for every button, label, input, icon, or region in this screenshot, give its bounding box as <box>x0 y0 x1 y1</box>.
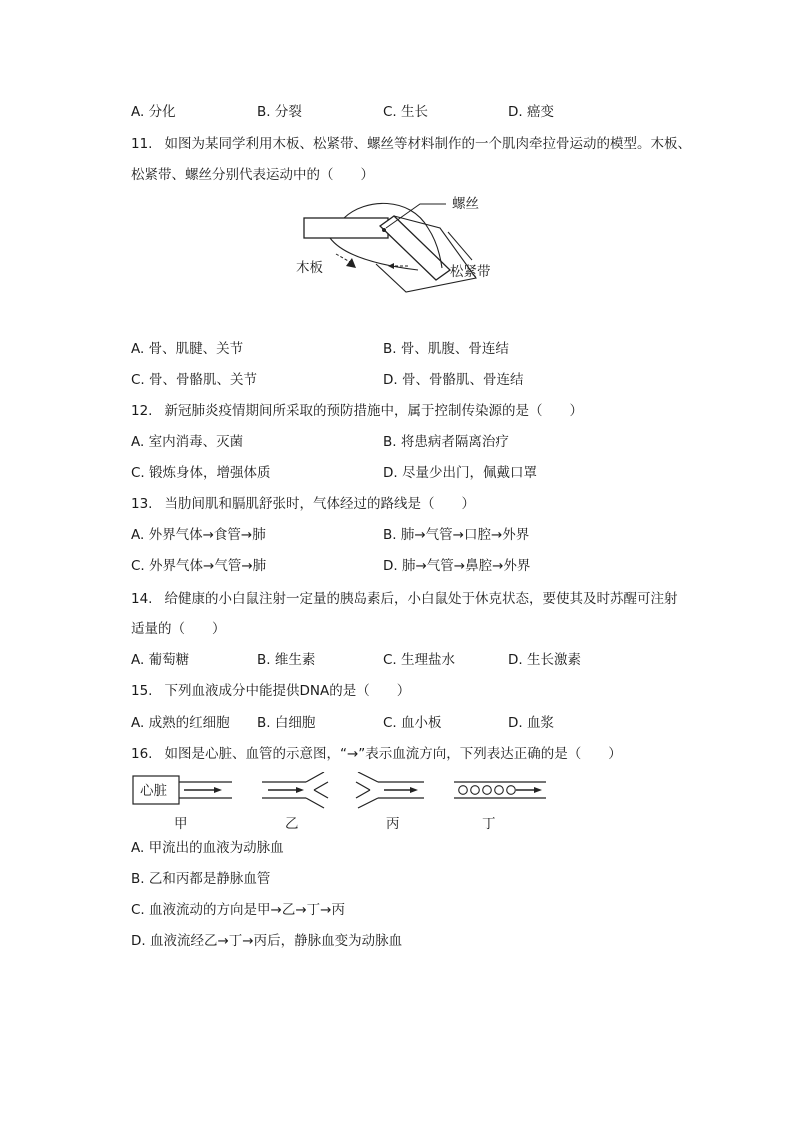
q14-stem-text1: 给健康的小白鼠注射一定量的胰岛素后，小白鼠处于休克状态，要使其及时苏醒可注射 <box>164 591 678 607</box>
heart-label: 心脏 <box>140 783 167 799</box>
q12-stem <box>131 401 583 421</box>
q16-number: 16. <box>131 746 153 762</box>
bing-in-down <box>358 798 378 808</box>
q15-option-d[interactable]: D. 血浆 <box>508 715 554 731</box>
ding-cell-2 <box>471 786 480 795</box>
q13-option-c[interactable]: C. 外界气体→气管→肺 <box>131 558 267 574</box>
q16-stem <box>131 744 622 764</box>
q15-option-c[interactable]: C. 血小板 <box>383 715 442 731</box>
q11-stem-line2: 松紧带、螺丝分别代表运动中的（ ） <box>131 167 374 183</box>
q14-option-b[interactable]: B. 维生素 <box>257 652 316 668</box>
label-elastic: 松紧带 <box>450 264 491 280</box>
q14-stem-line1 <box>131 589 677 609</box>
q15-number: 15. <box>131 683 153 699</box>
ding-cell-3 <box>483 786 492 795</box>
ding-cell-1 <box>459 786 468 795</box>
q11-stem-text1: 如图为某同学利用木板、松紧带、螺丝等材料制作的一个肌肉牵拉骨运动的模型。木板、 <box>164 136 691 152</box>
jia-arrowhead <box>214 787 222 793</box>
q12-option-d[interactable]: D. 尽量少出门，佩戴口罩 <box>383 465 537 481</box>
yi-inner-down <box>314 790 328 798</box>
screw-dot <box>382 228 386 232</box>
q10-option-a[interactable]: A. 分化 <box>131 104 176 120</box>
q15-option-b[interactable]: B. 白细胞 <box>257 715 316 731</box>
q14-option-d[interactable]: D. 生长激素 <box>508 652 581 668</box>
q10-option-b[interactable]: B. 分裂 <box>257 104 302 120</box>
arrowhead-2 <box>388 263 394 269</box>
q12-option-c[interactable]: C. 锻炼身体，增强体质 <box>131 465 271 481</box>
q11-muscle-model-figure <box>290 188 520 300</box>
q11-option-b[interactable]: B. 骨、肌腹、骨连结 <box>383 341 509 357</box>
tilted-board-shape <box>380 216 450 280</box>
q12-stem-text: 新冠肺炎疫情期间所采取的预防措施中，属于控制传染源的是（ ） <box>164 403 583 419</box>
q16-blood-vessel-figure <box>128 772 558 834</box>
q10-option-d[interactable]: D. 癌变 <box>508 104 554 120</box>
q13-option-b[interactable]: B. 肺→气管→口腔→外界 <box>383 527 530 543</box>
q16-option-b[interactable]: B. 乙和丙都是静脉血管 <box>131 871 271 887</box>
q15-stem <box>131 681 410 701</box>
yi-branch-up <box>306 772 324 782</box>
q12-number: 12. <box>131 403 153 419</box>
q11-stem-line1 <box>131 134 691 154</box>
label-yi: 乙 <box>285 816 299 832</box>
q16-option-d[interactable]: D. 血液流经乙→丁→丙后，静脉血变为动脉血 <box>131 933 403 949</box>
q14-stem-line2: 适量的（ ） <box>131 621 226 637</box>
board-shape <box>304 218 388 238</box>
label-bing: 丙 <box>386 816 400 832</box>
q12-option-a[interactable]: A. 室内消毒、灭菌 <box>131 434 244 450</box>
label-board: 木板 <box>296 260 323 276</box>
q14-option-a[interactable]: A. 葡萄糖 <box>131 652 190 668</box>
ding-cell-5 <box>507 786 516 795</box>
q13-option-d[interactable]: D. 肺→气管→鼻腔→外界 <box>383 558 531 574</box>
ding-arrowhead <box>534 787 542 793</box>
q14-option-c[interactable]: C. 生理盐水 <box>383 652 456 668</box>
dashed-arrow-1 <box>336 254 350 262</box>
bing-arrowhead <box>410 787 418 793</box>
q11-number: 11. <box>131 136 153 152</box>
q16-stem-text: 如图是心脏、血管的示意图，“→”表示血流方向，下列表达正确的是（ ） <box>164 746 622 762</box>
q12-option-b[interactable]: B. 将患病者隔离治疗 <box>383 434 509 450</box>
yi-inner-up <box>314 782 328 790</box>
q14-number: 14. <box>131 591 153 607</box>
q11-option-c[interactable]: C. 骨、骨骼肌、关节 <box>131 372 258 388</box>
bing-inner-down <box>356 790 370 798</box>
yi-branch-down <box>306 798 324 808</box>
q16-option-a[interactable]: A. 甲流出的血液为动脉血 <box>131 840 284 856</box>
q13-stem-text: 当肋间肌和膈肌舒张时，气体经过的路线是（ ） <box>164 496 475 512</box>
q13-stem <box>131 494 475 514</box>
q11-option-a[interactable]: A. 骨、肌腱、关节 <box>131 341 244 357</box>
label-screw: 螺丝 <box>452 196 479 212</box>
q10-option-c[interactable]: C. 生长 <box>383 104 429 120</box>
label-ding: 丁 <box>482 816 496 832</box>
arrowhead-1 <box>346 258 356 268</box>
yi-arrowhead <box>296 787 304 793</box>
bing-inner-up <box>356 782 370 790</box>
ding-cell-4 <box>495 786 504 795</box>
q13-number: 13. <box>131 496 153 512</box>
q15-stem-text: 下列血液成分中能提供DNA的是（ ） <box>164 683 411 699</box>
bing-in-up <box>358 772 378 782</box>
q15-option-a[interactable]: A. 成熟的红细胞 <box>131 715 230 731</box>
q16-option-c[interactable]: C. 血液流动的方向是甲→乙→丁→丙 <box>131 902 345 918</box>
label-jia: 甲 <box>174 816 188 832</box>
q13-option-a[interactable]: A. 外界气体→食管→肺 <box>131 527 266 543</box>
q11-option-d[interactable]: D. 骨、骨骼肌、骨连结 <box>383 372 524 388</box>
